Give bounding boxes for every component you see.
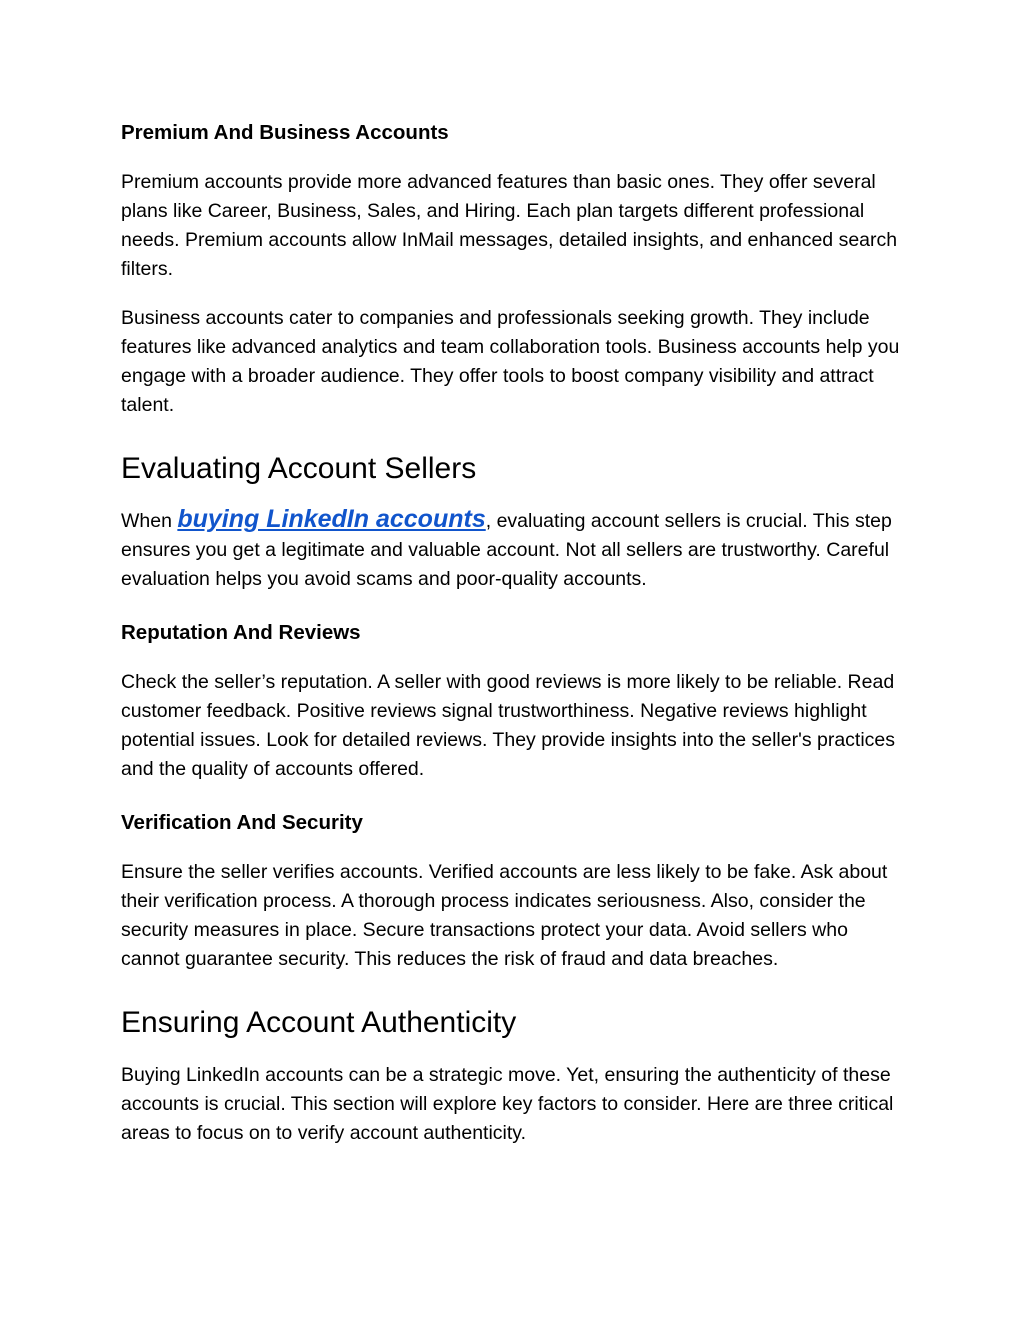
- reputation-paragraph: Check the seller’s reputation. A seller with good reviews is more likely to be reliable. Read customer feedback. Positive reviews signal trustworthiness. Negative reviews highlight potential issues. Look for detailed reviews. They provide insights into the seller's practices and the quality of accounts offered.: [121, 671, 896, 780]
- verification-paragraph: Ensure the seller verifies accounts. Verified accounts are less likely to be fake. Ask about their verification process. A thorough process indicates seriousness. Also, consider the security measures in place. Secure transactions protect your data. Avoid sellers who cannot guarantee security. This reduces the risk of fraud and data breaches.: [121, 861, 888, 970]
- document-page: [121, 118, 911, 1148]
- reputation-heading: Reputation And Reviews: [121, 621, 361, 644]
- authenticity-heading: Ensuring Account Authenticity: [121, 1006, 517, 1039]
- premium-heading: Premium And Business Accounts: [121, 121, 449, 144]
- evaluating-intro: [121, 505, 911, 594]
- evaluating-intro-prefix: When: [121, 510, 178, 532]
- buying-linkedin-accounts-link[interactable]: buying LinkedIn accounts: [177, 505, 486, 533]
- evaluating-heading: Evaluating Account Sellers: [121, 452, 477, 485]
- premium-paragraph-2: Business accounts cater to companies and professionals seeking growth. They include features like advanced analytics and team collaboration tools. Business accounts help you engage with a broader audience. They offer tools to boost company visibility and attract talent.: [121, 307, 900, 416]
- verification-heading: Verification And Security: [121, 811, 363, 834]
- authenticity-paragraph: Buying LinkedIn accounts can be a strategic move. Yet, ensuring the authenticity of these accounts is crucial. This section will explore key factors to consider. Here are three critical areas to focus on to verify account authenticity.: [121, 1064, 894, 1144]
- evaluating-intro-suffix: , evaluating account sellers is crucial. This step ensures you get a legitimate and valuable account. Not all sellers are trustworthy. Careful evaluation helps you avoid scams and poor-quality accounts.: [121, 510, 892, 590]
- premium-paragraph-1: Premium accounts provide more advanced features than basic ones. They offer several plans like Career, Business, Sales, and Hiring. Each plan targets different professional needs. Premium accounts allow InMail messages, detailed insights, and enhanced search filters.: [121, 171, 898, 280]
